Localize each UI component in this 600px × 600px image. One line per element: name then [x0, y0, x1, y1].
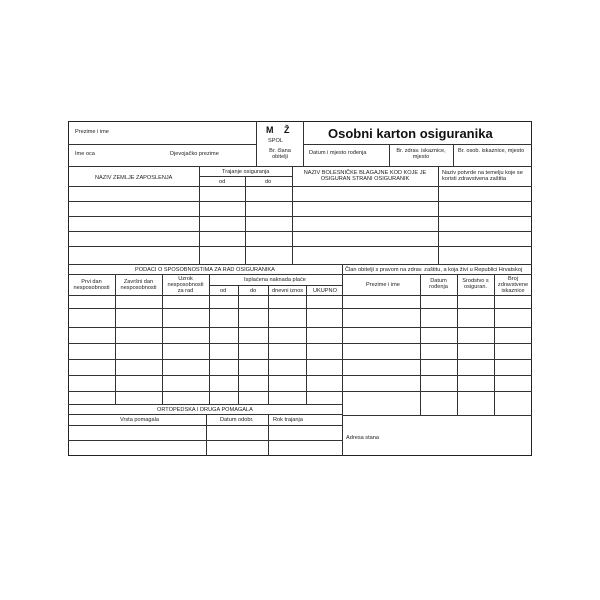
divider: [68, 343, 532, 344]
label-spol: SPOL: [268, 138, 283, 144]
divider: [268, 414, 269, 456]
label-isplacena-naknada: Isplaćena naknada plaće: [244, 277, 306, 283]
label-naziv-blagajne: NAZIV BOLESNIČKE BLAGAJNE KOD KOJE JE OSIGURAN STRANI OSIGURANIK: [303, 170, 427, 182]
divider: [68, 327, 532, 328]
divider: [68, 231, 532, 232]
label-vrsta-pomagala: Vrsta pomagala: [120, 417, 159, 423]
label-family-prezime-ime: Prezime i ime: [366, 282, 400, 288]
divider: [68, 359, 532, 360]
divider: [306, 285, 307, 404]
label-prvi-dan: Prvi dan nesposobnosti: [73, 279, 110, 291]
divider: [494, 274, 495, 415]
divider: [457, 274, 458, 415]
label-naziv-potvrde: Naziv potvrde na temelju koje se koristi zdravstvena zaštita: [442, 170, 523, 182]
divider: [68, 144, 256, 145]
divider: [68, 414, 342, 415]
label-naknada-od: od: [220, 288, 227, 294]
label-adresa-stana: Adresa stana: [346, 435, 379, 441]
label-family-srodstvo: Srodstvo s osiguran.: [462, 278, 489, 290]
divider: [303, 121, 304, 166]
divider: [342, 264, 343, 456]
label-trajanje-od: od: [219, 179, 226, 185]
label-naziv-zemlje: NAZIV ZEMLJE ZAPOSLENJA: [95, 175, 173, 181]
divider: [453, 144, 454, 166]
divider: [68, 404, 342, 405]
divider: [238, 285, 239, 404]
divider: [68, 264, 532, 265]
label-prezime-ime: Prezime i ime: [75, 129, 109, 135]
label-zavrsni-dan: Završni dan nesposobnosti: [120, 279, 157, 291]
divider: [292, 166, 293, 264]
divider: [438, 166, 439, 264]
divider: [342, 415, 532, 416]
divider: [209, 285, 342, 286]
document-title: Osobni karton osiguranika: [328, 126, 493, 141]
divider: [209, 274, 210, 404]
label-incapacity-heading: PODACI O SPOSOBNOSTIMA ZA RAD OSIGURANIKA: [135, 267, 275, 273]
label-br-zdrav-iskaznice: Br. zdrav. iskaznice, mjesto: [396, 148, 446, 160]
divider: [342, 274, 532, 275]
divider: [420, 274, 421, 415]
divider: [389, 144, 390, 166]
label-naknada-do: do: [250, 288, 257, 294]
divider: [68, 201, 532, 202]
label-family-datum-rodjenja: Datum rođenja: [429, 278, 448, 290]
label-djevojacko-prezime: Djevojačko prezime: [170, 151, 219, 157]
divider: [68, 216, 532, 217]
label-family-broj-iskaznice: Broj zdravstvene iskaznice: [497, 276, 529, 294]
divider: [68, 391, 532, 392]
label-br-osob-iskaznice: Br. osob. iskaznice, mjesto: [458, 148, 525, 154]
label-dnevni-iznos: dnevni iznos: [272, 288, 304, 294]
divider: [68, 440, 342, 441]
divider: [68, 186, 532, 187]
label-family-heading: Član obitelji s pravom na zdrav. zaštitu, a koja živi u Republici Hrvatskoj: [345, 267, 523, 273]
divider: [68, 295, 532, 296]
label-rok-trajanja: Rok trajanja: [273, 417, 303, 423]
divider: [162, 274, 163, 404]
label-trajanje-osiguranja: Trajanje osiguranja: [222, 169, 270, 175]
divider: [68, 246, 532, 247]
label-datum-mjesto-rodjenja: Datum i mjesto rođenja: [309, 150, 367, 156]
divider: [268, 285, 269, 404]
divider: [68, 274, 342, 275]
divider: [68, 425, 342, 426]
sex-m-option[interactable]: M: [266, 125, 274, 135]
label-uzrok: Uzrok nesposobnosti za rad: [167, 276, 204, 294]
divider: [115, 274, 116, 404]
divider: [199, 166, 200, 264]
label-ime-oca: Ime oca: [75, 151, 95, 157]
label-br-clana-obitelji: Br. člana obitelji: [269, 148, 291, 160]
divider: [303, 144, 532, 145]
label-trajanje-do: do: [265, 179, 272, 185]
divider: [245, 176, 246, 264]
sex-z-option[interactable]: Ž: [284, 125, 290, 135]
label-ukupno: UKUPNO: [313, 288, 337, 294]
divider: [68, 375, 532, 376]
divider: [206, 414, 207, 456]
divider: [68, 166, 532, 167]
label-aids-heading: ORTOPEDSKA I DRUGA POMAGALA: [157, 407, 253, 413]
divider: [68, 308, 532, 309]
divider: [256, 121, 257, 166]
label-datum-odobr: Datum odobr.: [220, 417, 254, 423]
divider: [199, 176, 292, 177]
